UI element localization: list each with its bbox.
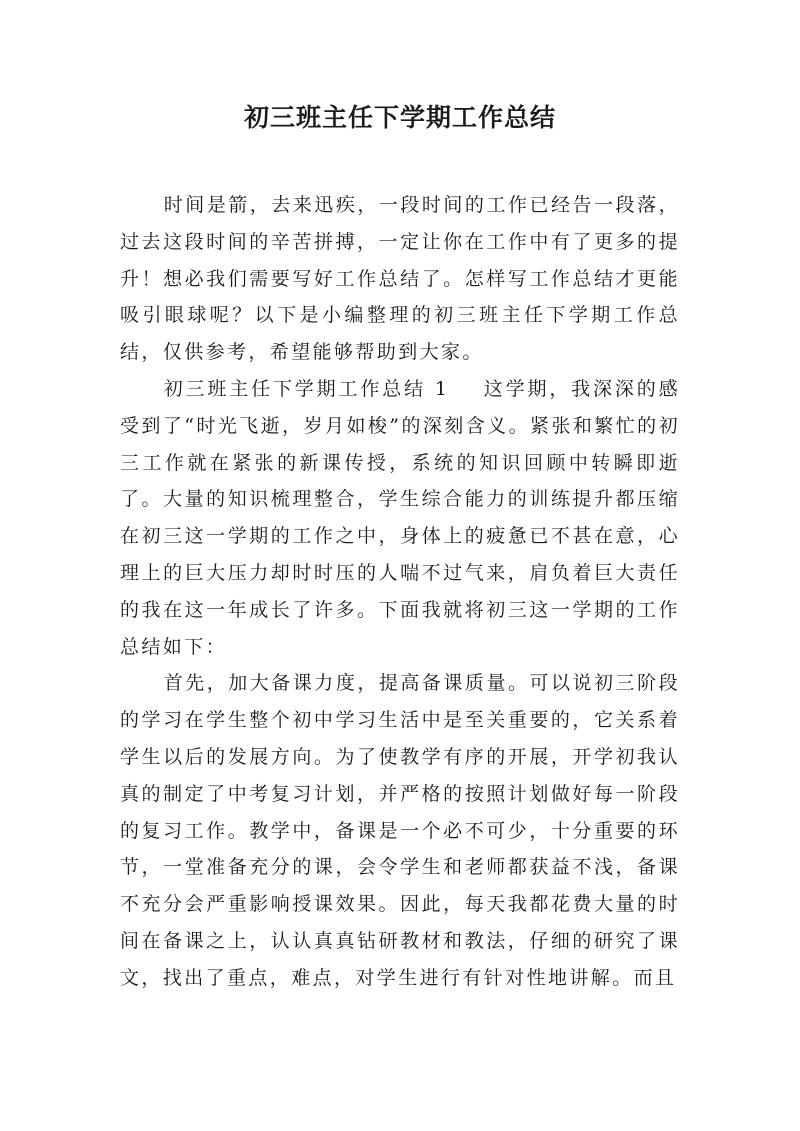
section-heading: 初三班主任下学期工作总结 1: [163, 377, 450, 400]
section-text: 这学期，我深深的感受到了“时光飞逝，岁月如梭”的深刻含义。紧张和繁忙的初三工作就在紧张的新课传授，系统的知识回顾中转瞬即逝了。大量的知识梳理整合，学生综合能力的训练提升都压缩在初三这一学期的工作之中，身体上的疲惫已不甚在意，心理上的巨大压力却时时压的人喘不过气来，肩负着巨大责任的我在这一年成长了许多。下面我就将初三这一学期的工作总结如下：: [120, 377, 680, 658]
body-paragraph-3: 首先，加大备课力度，提高备课质量。可以说初三阶段的学习在学生整个初中学习生活中是至关重要的，它关系着学生以后的发展方向。为了使教学有序的开展，开学初我认真的制定了中考复习计划，并严格的按照计划做好每一阶段的复习工作。教学中，备课是一个必不可少，十分重要的环节，一堂准备充分的课，会令学生和老师都获益不浅，备课不充分会严重影响授课效果。因此，每天我都花费大量的时间在备课之上，认认真真钻研教材和教法，仔细的研究了课文，找出了重点，难点，对学生进行有针对性地讲解。而且: [120, 672, 680, 989]
intro-paragraph: 时间是箭，去来迅疾，一段时间的工作已经告一段落，过去这段时间的辛苦拼搏，一定让你在工作中有了更多的提升！想必我们需要写好工作总结了。怎样写工作总结才更能吸引眼球呢？以下是小编整理的初三班主任下学期工作总结，仅供参考，希望能够帮助到大家。: [120, 194, 680, 364]
document-title: 初三班主任下学期工作总结: [243, 103, 556, 132]
document-body: [120, 187, 680, 997]
section-paragraph: [120, 371, 680, 665]
